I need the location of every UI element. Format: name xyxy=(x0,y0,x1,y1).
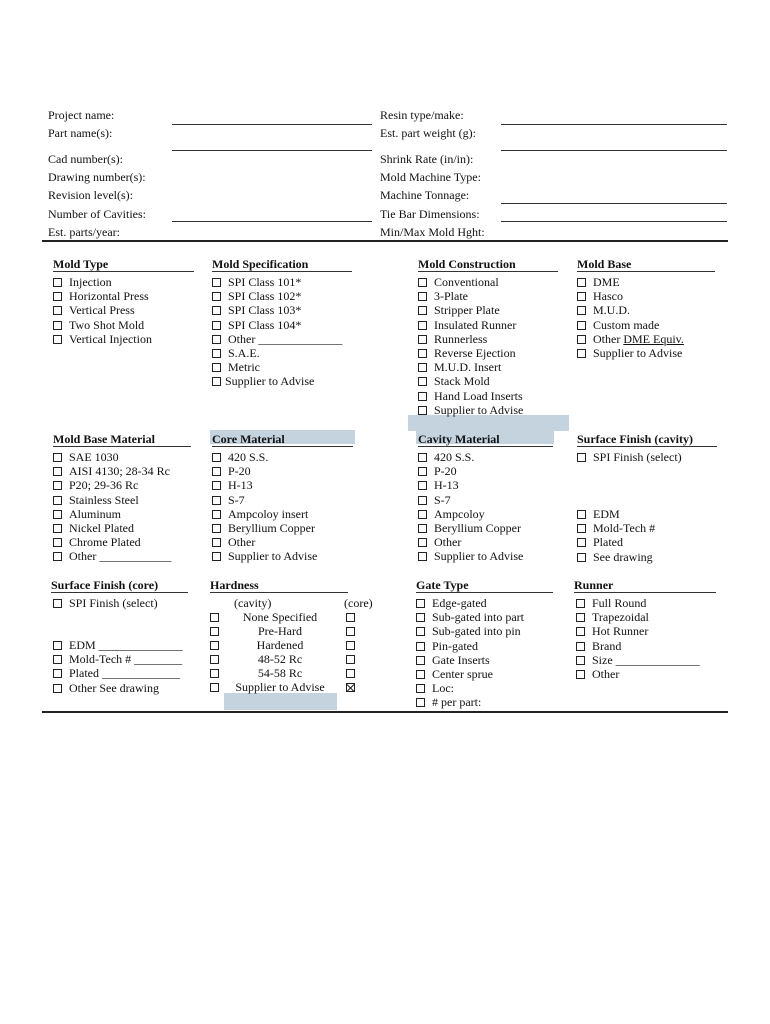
shrink-rate-field[interactable] xyxy=(501,150,727,151)
checkbox[interactable] xyxy=(53,481,62,490)
runner-option[interactable]: Full Round xyxy=(576,596,700,610)
checkbox[interactable] xyxy=(577,524,586,533)
cad-number-field[interactable] xyxy=(172,150,372,151)
mold-construction-option[interactable]: Runnerless xyxy=(418,332,523,346)
checkbox[interactable] xyxy=(53,321,62,330)
mold-type-list xyxy=(53,275,152,346)
shrink-rate-label: Shrink Rate (in/in): xyxy=(380,152,474,166)
surface-finish-cavity-list xyxy=(577,507,655,564)
checkbox[interactable] xyxy=(577,538,586,547)
mold-base-material-heading: Mold Base Material xyxy=(53,432,191,447)
core-material-list xyxy=(212,450,317,564)
mold-construction-option[interactable]: 3-Plate xyxy=(418,289,523,303)
core-material-heading: Core Material xyxy=(212,432,353,447)
checkbox[interactable] xyxy=(212,524,221,533)
checkbox[interactable] xyxy=(53,524,62,533)
cad-number-label: Cad number(s): xyxy=(48,152,123,166)
mold-construction-option[interactable]: Stripper Plate xyxy=(418,303,523,317)
surface-finish-cavity-option[interactable]: Mold-Tech # xyxy=(577,521,655,535)
hardness-option-label: None Specified xyxy=(242,610,318,624)
checkbox[interactable] xyxy=(53,453,62,462)
checkbox[interactable] xyxy=(53,292,62,301)
mold-spec-option[interactable]: SPI Class 103* xyxy=(212,303,342,317)
mold-spec-option[interactable]: S.A.E. xyxy=(212,346,342,360)
gate-type-option[interactable]: Loc: xyxy=(416,681,524,695)
checkbox[interactable] xyxy=(53,669,62,678)
mold-type-option[interactable]: Injection xyxy=(53,275,152,289)
surface-finish-cavity-heading: Surface Finish (cavity) xyxy=(577,432,717,447)
checkbox[interactable] xyxy=(212,377,221,386)
checkbox[interactable] xyxy=(576,656,585,665)
mold-base-material-list xyxy=(53,450,171,564)
hardness-core-checkbox[interactable] xyxy=(346,627,355,636)
part-name-label: Part name(s): xyxy=(48,126,113,140)
mold-construction-option[interactable]: Hand Load Inserts xyxy=(418,389,523,403)
checkbox[interactable] xyxy=(212,306,221,315)
mold-spec-option[interactable]: SPI Class 104* xyxy=(212,318,342,332)
mold-spec-option[interactable]: SPI Class 102* xyxy=(212,289,342,303)
checkbox[interactable] xyxy=(418,349,427,358)
hardness-core-checkbox-checked[interactable] xyxy=(346,683,355,692)
cavity-material-option[interactable]: 420 S.S. xyxy=(418,450,523,464)
hardness-cavity-checkbox[interactable] xyxy=(210,641,219,650)
checkbox[interactable] xyxy=(212,538,221,547)
checkbox[interactable] xyxy=(212,278,221,287)
checkbox[interactable] xyxy=(53,467,62,476)
checkbox[interactable] xyxy=(212,292,221,301)
surface-finish-core-option[interactable]: Plated _____________ xyxy=(53,666,183,680)
checkbox[interactable] xyxy=(418,377,427,386)
checkbox[interactable] xyxy=(577,278,586,287)
mold-construction-heading: Mold Construction xyxy=(418,257,558,272)
core-material-option[interactable]: P-20 xyxy=(212,464,317,478)
project-name-field[interactable] xyxy=(172,124,372,125)
runner-list xyxy=(576,596,700,681)
hardness-cavity-label: (cavity) xyxy=(234,596,272,610)
gate-type-option[interactable]: Gate Inserts xyxy=(416,653,524,667)
gate-type-option[interactable]: # per part: xyxy=(416,695,524,709)
core-material-option[interactable]: Other xyxy=(212,535,317,549)
checkbox[interactable] xyxy=(576,599,585,608)
hardness-cavity-checkbox[interactable] xyxy=(210,683,219,692)
hardness-cavity-checkbox[interactable] xyxy=(210,627,219,636)
cavity-material-option[interactable]: Beryllium Copper xyxy=(418,521,523,535)
checkbox[interactable] xyxy=(212,496,221,505)
core-material-option[interactable]: Beryllium Copper xyxy=(212,521,317,535)
number-of-cavities-label: Number of Cavities: xyxy=(48,207,146,221)
checkbox[interactable] xyxy=(416,670,425,679)
highlight-bar xyxy=(408,415,569,431)
checkbox[interactable] xyxy=(53,510,62,519)
mold-type-option[interactable]: Horizontal Press xyxy=(53,289,152,303)
checkbox[interactable] xyxy=(418,510,427,519)
machine-tonnage-label: Machine Tonnage: xyxy=(380,188,470,202)
revision-level-label: Revision level(s): xyxy=(48,188,133,202)
mold-base-material-option[interactable]: Nickel Plated xyxy=(53,521,171,535)
mold-type-option[interactable]: Vertical Injection xyxy=(53,332,152,346)
min-max-mold-height-label: Min/Max Mold Hght: xyxy=(380,225,485,239)
gate-type-option[interactable]: Sub-gated into pin xyxy=(416,624,524,638)
checkbox[interactable] xyxy=(576,627,585,636)
mold-construction-option[interactable]: Supplier to Advise xyxy=(418,403,523,417)
spi-finish-option[interactable]: SPI Finish (select) xyxy=(577,450,682,464)
checkbox[interactable] xyxy=(416,684,425,693)
checkbox[interactable] xyxy=(418,306,427,315)
checkbox[interactable] xyxy=(53,641,62,650)
dme-equiv-text: DME Equiv. xyxy=(623,331,684,346)
checkbox[interactable] xyxy=(53,538,62,547)
checkbox[interactable] xyxy=(418,292,427,301)
checkbox[interactable] xyxy=(577,306,586,315)
tie-bar-field[interactable] xyxy=(501,203,727,204)
checkbox[interactable] xyxy=(577,292,586,301)
checkbox[interactable] xyxy=(418,335,427,344)
mold-base-option[interactable]: Supplier to Advise xyxy=(577,346,684,360)
checkbox[interactable] xyxy=(576,613,585,622)
checkbox[interactable] xyxy=(577,335,586,344)
surface-finish-core-option[interactable]: EDM ______________ xyxy=(53,638,183,652)
hardness-option-label: Supplier to Advise xyxy=(235,680,325,694)
mold-construction-option[interactable]: Conventional xyxy=(418,275,523,289)
checkbox[interactable] xyxy=(416,613,425,622)
checkbox[interactable] xyxy=(416,642,425,651)
cavity-material-option[interactable]: Other xyxy=(418,535,523,549)
cavity-material-list xyxy=(418,450,523,564)
surface-finish-cavity-option[interactable]: EDM xyxy=(577,507,655,521)
checkbox[interactable] xyxy=(53,306,62,315)
mold-base-material-option[interactable]: Aluminum xyxy=(53,507,171,521)
hardness-core-label: (core) xyxy=(344,596,373,610)
hardness-option-label: 54-58 Rc xyxy=(257,666,303,680)
checkbox[interactable] xyxy=(212,321,221,330)
hardness-core-checkbox[interactable] xyxy=(346,655,355,664)
checkbox[interactable] xyxy=(418,278,427,287)
runner-option[interactable]: Brand xyxy=(576,639,700,653)
mold-base-material-option[interactable]: Chrome Plated xyxy=(53,535,171,549)
runner-option[interactable]: Hot Runner xyxy=(576,624,700,638)
checkbox[interactable] xyxy=(53,278,62,287)
checkbox[interactable] xyxy=(416,656,425,665)
checkbox[interactable] xyxy=(212,481,221,490)
checkbox[interactable] xyxy=(576,670,585,679)
number-of-cavities-field[interactable] xyxy=(172,221,372,222)
cavity-material-option[interactable]: S-7 xyxy=(418,493,523,507)
checkbox[interactable] xyxy=(577,453,586,462)
gate-type-heading: Gate Type xyxy=(416,578,553,593)
cavity-material-heading: Cavity Material xyxy=(418,432,553,447)
checkbox[interactable] xyxy=(418,406,427,415)
drawing-number-label: Drawing number(s): xyxy=(48,170,146,184)
mold-construction-list xyxy=(418,275,523,417)
checkbox[interactable] xyxy=(418,538,427,547)
checkbox[interactable] xyxy=(577,553,586,562)
checkbox[interactable] xyxy=(418,496,427,505)
cavity-material-option[interactable]: H-13 xyxy=(418,478,523,492)
core-material-option[interactable]: Supplier to Advise xyxy=(212,549,317,563)
mold-base-list xyxy=(577,275,684,360)
mold-base-material-option[interactable]: Other ____________ xyxy=(53,549,171,563)
est-part-weight-label: Est. part weight (g): xyxy=(380,126,476,140)
core-material-option[interactable]: H-13 xyxy=(212,478,317,492)
mold-construction-option[interactable]: Stack Mold xyxy=(418,374,523,388)
hardness-option-label: Pre-Hard xyxy=(258,624,302,638)
checkbox[interactable] xyxy=(577,349,586,358)
checkbox[interactable] xyxy=(418,363,427,372)
mold-base-heading: Mold Base xyxy=(577,257,715,272)
mold-machine-type-label: Mold Machine Type: xyxy=(380,170,481,184)
checkbox[interactable] xyxy=(416,599,425,608)
highlight-bar xyxy=(224,693,337,710)
checkbox[interactable] xyxy=(416,698,425,707)
resin-type-label: Resin type/make: xyxy=(380,108,464,122)
checkbox[interactable] xyxy=(212,552,221,561)
mold-spec-option[interactable]: Metric xyxy=(212,360,342,374)
checkbox[interactable] xyxy=(53,552,62,561)
mold-base-option[interactable]: Custom made xyxy=(577,318,684,332)
mold-base-option[interactable]: DME xyxy=(577,275,684,289)
cavity-material-option[interactable]: Ampcoloy xyxy=(418,507,523,521)
surface-finish-core-list xyxy=(53,638,183,695)
runner-option[interactable]: Trapezoidal xyxy=(576,610,700,624)
mold-construction-option[interactable]: M.U.D. Insert xyxy=(418,360,523,374)
checkbox[interactable] xyxy=(212,467,221,476)
checkbox[interactable] xyxy=(212,363,221,372)
mold-base-option[interactable]: Hasco xyxy=(577,289,684,303)
core-material-option[interactable]: 420 S.S. xyxy=(212,450,317,464)
gate-type-option[interactable]: Edge-gated xyxy=(416,596,524,610)
mold-spec-heading: Mold Specification xyxy=(212,257,352,272)
core-material-option[interactable]: S-7 xyxy=(212,493,317,507)
checkbox[interactable] xyxy=(418,552,427,561)
mold-spec-list xyxy=(212,275,342,389)
mold-type-option[interactable]: Vertical Press xyxy=(53,303,152,317)
spi-finish-option[interactable]: SPI Finish (select) xyxy=(53,596,158,610)
checkbox[interactable] xyxy=(53,335,62,344)
mold-base-material-option[interactable]: SAE 1030 xyxy=(53,450,171,464)
mold-spec-option[interactable]: SPI Class 101* xyxy=(212,275,342,289)
surface-finish-cavity-top xyxy=(577,450,682,464)
surface-finish-cavity-option[interactable]: See drawing xyxy=(577,550,655,564)
mold-spec-option[interactable]: Other ______________ xyxy=(212,332,342,346)
checkbox[interactable] xyxy=(576,642,585,651)
mold-base-option[interactable]: M.U.D. xyxy=(577,303,684,317)
resin-type-field[interactable] xyxy=(501,124,727,125)
checkbox[interactable] xyxy=(416,627,425,636)
checkbox[interactable] xyxy=(418,467,427,476)
checkbox[interactable] xyxy=(577,510,586,519)
mold-construction-option[interactable]: Insulated Runner xyxy=(418,318,523,332)
checkbox[interactable] xyxy=(418,392,427,401)
project-name-label: Project name: xyxy=(48,108,115,122)
hardness-core-checkbox[interactable] xyxy=(346,641,355,650)
runner-option[interactable]: Size ______________ xyxy=(576,653,700,667)
mold-construction-option[interactable]: Reverse Ejection xyxy=(418,346,523,360)
checkbox[interactable] xyxy=(212,335,221,344)
hardness-cavity-checkbox[interactable] xyxy=(210,669,219,678)
checkbox[interactable] xyxy=(53,599,62,608)
surface-finish-core-heading: Surface Finish (core) xyxy=(51,578,188,593)
tie-bar-dimensions-label: Tie Bar Dimensions: xyxy=(380,207,480,221)
mold-type-heading: Mold Type xyxy=(53,257,194,272)
hardness-core-checkbox[interactable] xyxy=(346,613,355,622)
surface-finish-core-option[interactable]: Other See drawing xyxy=(53,681,183,695)
min-max-mold-height-field[interactable] xyxy=(501,221,727,222)
hardness-core-checkbox[interactable] xyxy=(346,669,355,678)
hardness-cavity-checkbox[interactable] xyxy=(210,655,219,664)
hardness-option-label: 48-52 Rc xyxy=(257,652,303,666)
mold-base-material-option[interactable]: Stainless Steel xyxy=(53,493,171,507)
gate-type-option[interactable]: Pin-gated xyxy=(416,639,524,653)
mold-spec-option[interactable]: Supplier to Advise xyxy=(212,374,342,388)
checkbox[interactable] xyxy=(212,510,221,519)
gate-type-list xyxy=(416,596,524,710)
gate-type-option[interactable]: Center sprue xyxy=(416,667,524,681)
checkbox[interactable] xyxy=(418,524,427,533)
checkbox[interactable] xyxy=(418,321,427,330)
surface-finish-core-top xyxy=(53,596,158,610)
hardness-heading: Hardness xyxy=(210,578,348,593)
divider-bottom xyxy=(42,711,728,713)
checkbox[interactable] xyxy=(53,496,62,505)
checkbox[interactable] xyxy=(418,453,427,462)
cavity-material-option[interactable]: Supplier to Advise xyxy=(418,549,523,563)
mold-base-material-option[interactable]: AISI 4130; 28-34 Rc xyxy=(53,464,171,478)
gate-type-option[interactable]: Sub-gated into part xyxy=(416,610,524,624)
surface-finish-cavity-option[interactable]: Plated xyxy=(577,535,655,549)
runner-heading: Runner xyxy=(574,578,716,593)
mold-base-material-option[interactable]: P20; 29-36 Rc xyxy=(53,478,171,492)
hardness-option-label: Hardened xyxy=(256,638,304,652)
checkbox[interactable] xyxy=(53,655,62,664)
divider-top xyxy=(42,240,728,242)
est-parts-year-label: Est. parts/year: xyxy=(48,225,120,239)
checkbox[interactable] xyxy=(212,453,221,462)
core-material-option[interactable]: Ampcoloy insert xyxy=(212,507,317,521)
runner-option[interactable]: Other xyxy=(576,667,700,681)
checkbox[interactable] xyxy=(577,321,586,330)
mold-type-option[interactable]: Two Shot Mold xyxy=(53,318,152,332)
checkbox[interactable] xyxy=(418,481,427,490)
checkbox[interactable] xyxy=(212,349,221,358)
cavity-material-option[interactable]: P-20 xyxy=(418,464,523,478)
mold-base-option[interactable]: Other DME Equiv. xyxy=(577,332,684,346)
surface-finish-core-option[interactable]: Mold-Tech # ________ xyxy=(53,652,183,666)
checkbox[interactable] xyxy=(53,684,62,693)
hardness-cavity-checkbox[interactable] xyxy=(210,613,219,622)
